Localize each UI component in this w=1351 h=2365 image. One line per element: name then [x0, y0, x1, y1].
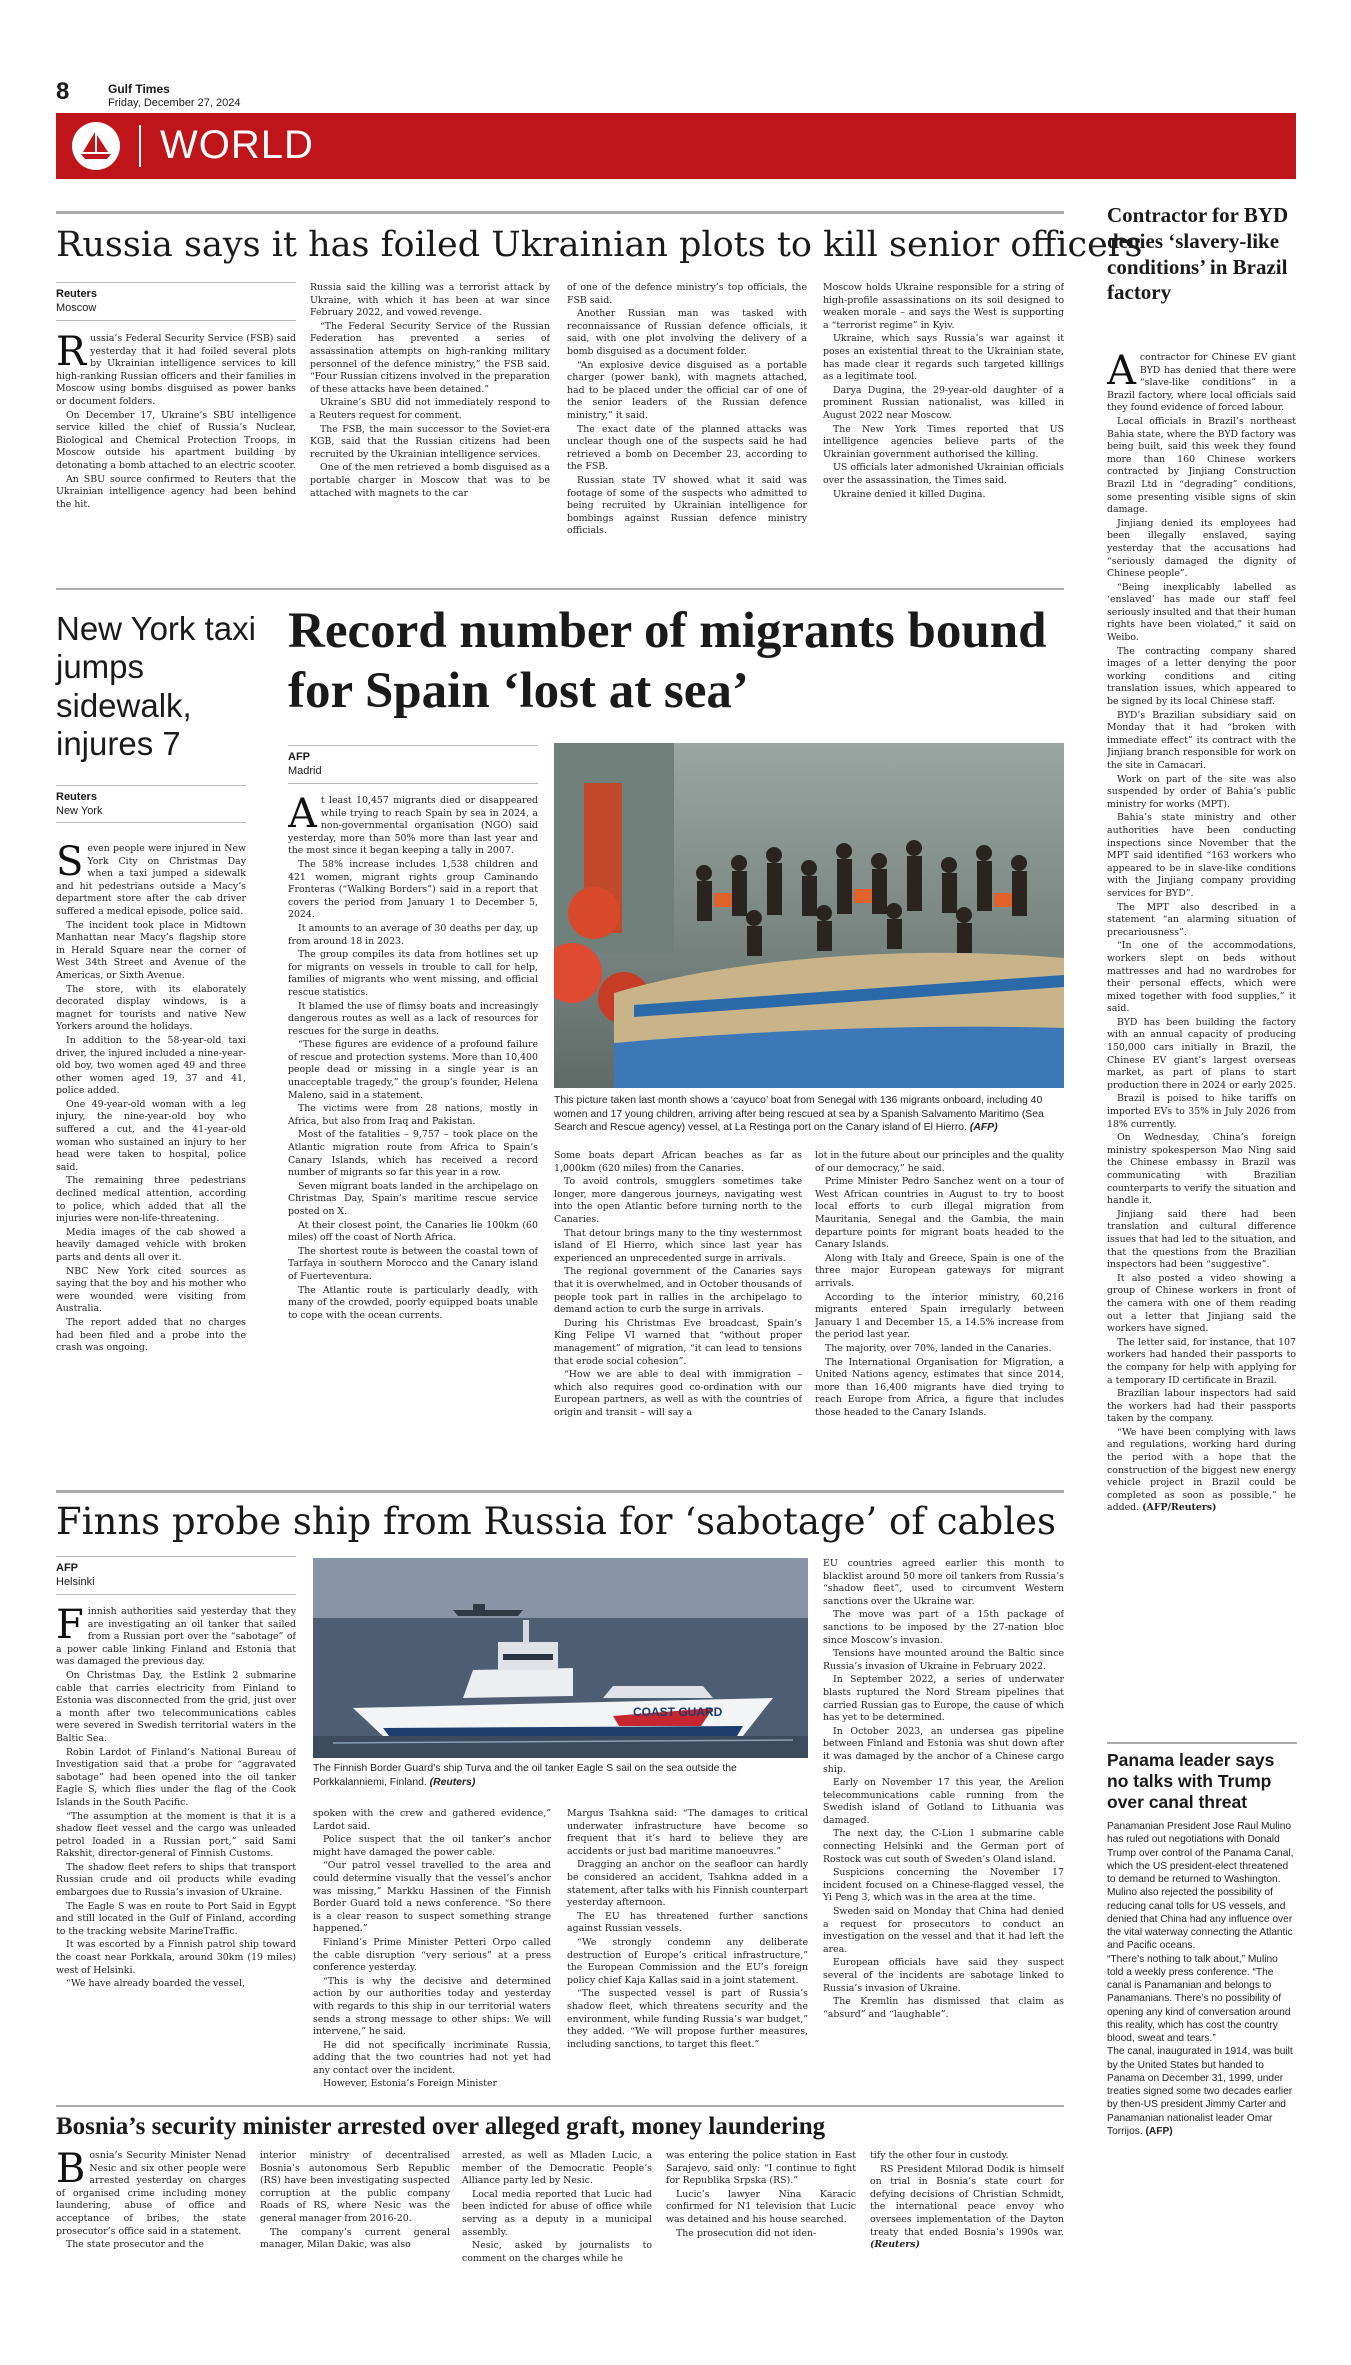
a7-col1 [56, 2150, 246, 2328]
a1-p13: Russian state TV showed what it said was footage of some of the suspects who admitted to being recruited by Ukrainian intelligence for bombings against Russian defence ministry officials. [567, 474, 807, 537]
a4-p22: According to the interior ministry, 60,216 migrants entered Spain irregularly between January 1 and December 15, a 14.5% increase from the period last year. [815, 1291, 1064, 1341]
a6-p1: Panamanian President Jose Raul Mulino has ruled out negotiations with Donald Trump over control of the Panama Canal, which the US president-elect threatened to demand be returned to Washington. [1107, 1821, 1294, 1885]
a4-dropcap: A [288, 795, 317, 837]
a4-agency: AFP [288, 751, 310, 763]
a4-p7: The victims were from 28 nations, mostly in Africa, but also from Iraq and Pakistan. [288, 1103, 538, 1127]
a7-p1: osnia’s Security Minister Nenad Nesic and six other people were arrested yesterday on charges of organised crime including money laundering, abuse of office and acceptance of bribes, the state prosecutor’s office said in a statement. [56, 2150, 246, 2237]
coast-guard-photo [313, 1558, 808, 1758]
a2-p5: The contracting company shared images of a letter denying the poor working conditions and citing translation issues, which appeared to be signed by its local Chinese staff. [1107, 645, 1296, 708]
a2-credit: (AFP/Reuters) [1142, 1502, 1217, 1514]
a1-col1 [56, 333, 296, 565]
a3-place: New York [56, 805, 103, 818]
a2-p1: contractor for Chinese EV giant BYD has denied that there were “slave-like conditions” in a Brazil factory, where local officials said they found evidence of forced labour. [1107, 352, 1296, 414]
a2-body [1107, 352, 1296, 1742]
paper-name: Gulf Times [108, 82, 170, 96]
a2-p2: Local officials in Brazil’s northeast Bahia state, where the BYD factory was being built, said this week they found more than 160 Chinese workers contracted by Jinjiang Construction Brazil Ltd in “degrading” conditions, some presenting visible signs of skin damage. [1107, 415, 1296, 516]
a5-p29: Sweden said on Monday that China had denied a request for prosecutors to conduct an investigation on the vessel and that it had left the area. [823, 1906, 1064, 1955]
a4-col1 [288, 795, 538, 1485]
a1-p16: Darya Dugina, the 29-year-old daughter of a prominent Russian nationalist, was killed in August 2022 near Moscow. [823, 384, 1064, 421]
a3-dropcap: S [56, 843, 84, 885]
a4-p4: The group compiles its data from hotlines set up for migrants on vessels in trouble to call for help, families of migrants who went missing, and official rescue statistics. [288, 949, 538, 998]
a5-p4: “The assumption at the moment is that it is a shadow fleet vessel and the cargo was unleaded petrol loaded in a Russian port,” said Sami Rakshit, director-general of Finnish Customs. [56, 1810, 296, 1860]
a3-p6: The remaining three pedestrians declined medical attention, according to police, which added that all the injuries were non-life-threatening. [56, 1175, 246, 1225]
a5-p21: EU countries agreed earlier this month to blacklist around 50 more oil tankers from Russia’s “shadow fleet”, used to circumvent Western sanctions over the Ukraine war. [823, 1558, 1064, 1607]
a1-agency: Reuters [56, 288, 97, 300]
a4-p19: lot in the future about our principles and the quality of our democracy,” he said. [815, 1150, 1064, 1174]
a1-p7: The FSB, the main successor to the Soviet-era KGB, said that the Russian citizens had been recruited by the Ukrainian intelligence services. [310, 423, 550, 460]
a4-p18: “How we are able to deal with immigration – which also requires good co-ordination with our European partners, as well as with the countries of origin and transit – will say a [554, 1369, 802, 1418]
a1-p9: of one of the defence ministry’s top officials, the FSB said. [567, 282, 807, 306]
a7-p7: Nesic, asked by journalists to comment on the charges while he [462, 2240, 652, 2264]
a4-p17: During his Christmas Eve broadcast, Spain’s King Felipe VI warned that “without proper management” of migration, “it can lead to tensions that erode social cohesion”. [554, 1317, 802, 1367]
a5-p11: “Our patrol vessel travelled to the area and could determine visually that the vessel’s anchor was missing,” Markku Hassinen of the Finnish Border Guard told a news conference. “So there is a clear reason to suspect something strange happened.” [313, 1860, 551, 1935]
a5-p28: Suspicions concerning the November 17 incident focused on a Chinese-flagged vessel, the Yi Peng 3, which was in the area at the time. [823, 1867, 1064, 1904]
a3-p7: Media images of the cab showed a heavily damaged vehicle with broken parts and dents all over it. [56, 1226, 246, 1263]
a2-headline: Contractor for BYD denies ‘slavery-like conditions’ in Brazil factory [1107, 203, 1289, 305]
a1-place: Moscow [56, 302, 97, 315]
a4-byline [288, 750, 322, 779]
a2-p17: Brazilian labour inspectors had said the workers had had their passports taken by the company. [1107, 1388, 1296, 1425]
a7-p5: arrested, as well as Mladen Lucic, a member of the Democratic People’s Alliance party led by Nesic. [462, 2150, 652, 2187]
a5-p9: spoken with the crew and gathered evidence,” Lardot said. [313, 1808, 551, 1832]
a2-p10: “In one of the accommodations, workers slept on beds without mattresses and had no wardrobes for their personal effects, which were mixed together with food supplies,” it said. [1107, 940, 1296, 1015]
a4-place: Madrid [288, 765, 322, 778]
a7-p4: The company’s current general manager, Milan Dakic, was also [260, 2226, 450, 2251]
a5-p27: The next day, the C-Lion 1 submarine cable connecting Helsinki and the German port of Rostock was cut south of Sweden’s Oland island. [823, 1828, 1064, 1865]
a2-p14: Jinjiang said there had been translation and cultural difference issues that had led to the situation, and that the questions from the Brazilian inspectors had been “suggestive”. [1107, 1208, 1296, 1271]
a6-p3: “There’s nothing to talk about,” Mulino told a weekly press conference. “The canal is Panamanian and belongs to Panamanians. There’s no possibility of opening any kind of conversation around this reality, which has cost the country blood, sweat and tears.” [1107, 1953, 1291, 2044]
a2-p3: Jinjiang denied its employees had been illegally enslaved, saying yesterday that the accusations had “seriously damaged the dignity of Chinese people”. [1107, 517, 1296, 580]
a5-p26: Early on November 17 this year, the Arelion telecommunications cable running from the Swedish island of Gotland to Lithuania was damaged. [823, 1777, 1064, 1826]
a1-dropcap: R [56, 333, 87, 375]
a3-p1: even people were injured in New York City on Christmas Day when a taxi jumped a sidewalk and hit pedestrians outside a Macy’s department store after the cab driver suffered a medical episode, police said. [56, 843, 246, 917]
a3-headline: New York taxi jumps sidewalk, injures 7 [56, 610, 256, 762]
a7-p9: Lucic’s lawyer Nina Karacic confirmed for N1 television that Lucic was detained and his house searched. [666, 2188, 856, 2225]
a2-p12: Brazil is poised to hike tariffs on imported EVs to 35% in July 2026 from 18% currently. [1107, 1093, 1296, 1130]
a2-p6: BYD’s Brazilian subsidiary said on Monday that it had “broken with immediate effect” its contract with the Jinjiang branch responsible for work on the site in Camacari. [1107, 709, 1296, 771]
a1-p4: Russia said the killing was a terrorist attack by Ukraine, with which it has been at war since February 2022, and vowed revenge. [310, 282, 550, 319]
a3-p5: One 49-year-old woman with a leg injury, the nine-year-old boy who suffered a cut, and the 41-year-old woman who sustained an injury to her head were taken to hospital, police said. [56, 1098, 246, 1173]
a6-p4: The canal, inaugurated in 1914, was built by the United States but handed to Panama on December 31, 1999, under treaties signed some two decades earlier by then-US president Jimmy Carter and Panamanian nationalist leader Omar Torrijos. [1107, 2046, 1293, 2137]
a3-byline [56, 790, 102, 819]
a4-p13: Some boats depart African beaches as far as 1,000km (620 miles) from the Canaries. [554, 1150, 802, 1174]
a7-p12: RS President Milorad Dodik is himself on trial in Bosnia’s state court for defying decisions of Christian Schmidt, the international peace envoy who oversees implementation of the Dayton treaty that ended Bosnia’s 1990s war. [870, 2163, 1064, 2238]
a7-col4 [666, 2150, 856, 2328]
a2-p11: BYD has been building the factory with an annual capacity of producing 150,000 cars initially in Brazil, the Chinese EV giant’s largest overseas market, as part of plans to start production there in 2024 or early 2025. [1107, 1016, 1296, 1091]
a5-col1 [56, 1606, 296, 2098]
a4-p16: The regional government of the Canaries says that it is overwhelmed, and in October thousands of people took part in rallies in the archipelago to demand action to curb the surge in arrivals. [554, 1266, 802, 1316]
a5-p7: It was escorted by a Finnish patrol ship toward the coast near Porkkala, around 30km (19 miles) west of Helsinki. [56, 1939, 296, 1976]
a7-p2: The state prosecutor and the [66, 2239, 204, 2251]
a7-col5 [870, 2150, 1064, 2328]
a3-p4: In addition to the 58-year-old taxi driver, the injured included a nine-year-old boy, two women aged 49 and three other women aged 19, 37 and 41, police added. [56, 1034, 246, 1097]
a2-p8: Bahia’s state ministry and other authorities have been conducting inspections since November that the MPT said identified “163 workers who appeared to be in slave-like conditions with the Jinjiang company providing services for BYD”. [1107, 812, 1296, 899]
a4-p10: At their closest point, the Canaries lie 100km (60 miles) off the coast of North Africa. [288, 1219, 538, 1244]
page-number: 8 [56, 78, 70, 105]
a7-p3: interior ministry of decentralised Bosnia’s autonomous Serb Republic (RS) have been investigating suspected corruption at the public company Roads of RS, where Nesic was the general manager from 2016-20. [260, 2150, 450, 2224]
section-banner [56, 113, 1296, 179]
a4-p3: It amounts to an average of 30 deaths per day, up from around 18 in 2023. [288, 922, 538, 947]
a4-p2: The 58% increase includes 1,538 children and 421 women, migrant rights group Caminando Fronteras (“Walking Borders”) said in a report that covers the period from January 1 to December 5, 2024. [288, 858, 538, 921]
a5-p1: innish authorities said yesterday that they are investigating an oil tanker that sailed from a Russian port over the “sabotage” of a power cable linking Finland and Estonia that was damaged the previous day. [56, 1606, 296, 1668]
a4-headline: Record number of migrants bound for Spain ‘lost at sea’ [288, 603, 1047, 719]
a4-p12: The Atlantic route is particularly deadly, with many of the crowded, poorly equipped boats unable to cope with the ocean currents. [288, 1284, 538, 1321]
a1-headline: Russia says it has foiled Ukrainian plots to kill senior officers [56, 225, 1143, 265]
a1-p18: US officials later admonished Ukrainian officials over the assassination, the Times said. [823, 462, 1064, 486]
a2-dropcap: A [1107, 352, 1136, 394]
a1-p17: The New York Times reported that US intelligence agencies believe parts of the Ukrainian government authorised the killing. [823, 423, 1064, 460]
a5-caption-credit: (Reuters) [429, 1776, 476, 1788]
a5-p8: “We have already boarded the vessel, [66, 1978, 245, 1990]
a7-headline: Bosnia’s security minister arrested over alleged graft, money laundering [56, 2113, 826, 2140]
a1-p8: One of the men retrieved a bomb disguised as a portable charger in Moscow that was to be attached with magnets to the car [310, 462, 550, 499]
a5-p22: The move was part of a 15th package of sanctions to be imposed by the 27-nation bloc since Moscow’s invasion. [823, 1609, 1064, 1646]
a1-p1: ussia’s Federal Security Service (FSB) said yesterday that it had foiled several plots by Ukrainian intelligence services to kill high-ranking Russian officers and their families in Moscow using bombs disguised as power banks or document folders. [56, 333, 296, 407]
a1-p15: Ukraine, which says Russia’s war against it poses an existential threat to the Ukrainian state, has made clear it regards such targeted killings as a legitimate tool. [823, 333, 1064, 383]
a7-p6: Local media reported that Lucic had been indicted for abuse of office while serving as a deputy in a municipal assembly. [462, 2188, 652, 2238]
a7-col3 [462, 2150, 652, 2328]
a5-p3: Robin Lardot of Finland’s National Bureau of Investigation said that a probe for “aggravated sabotage” had been opened into the oil tanker Eagle S, which flies under the flag of the Cook Islands in the South Pacific. [56, 1746, 296, 1808]
banner-divider [139, 125, 141, 167]
a1-p11: “An explosive device disguised as a portable charger (power bank), with magnets attached, had to be placed under the official car of one of the senior leaders of the Russian defence ministry,” it said. [567, 359, 807, 421]
a1-p12: The exact date of the planned attacks was unclear though one of the suspects said he had retrieved a bomb on December 23, according to the FSB. [567, 423, 807, 473]
migrant-boat-photo [554, 743, 1064, 1088]
a5-p18: The EU has threatened further sanctions against Russian vessels. [567, 1910, 808, 1935]
a4-caption-text: This picture taken last month shows a ‘cayuco’ boat from Senegal with 136 migrants onboard, including 40 women and 17 young children, arriving after being rescued at sea by a Spanish Salvamento Maritimo (Sea Search and Rescue agency) vessel, at La Restinga port on the Canary island of El Hierro. [554, 1095, 1044, 1134]
a7-credit: (Reuters) [870, 2239, 920, 2251]
a4-p23: The majority, over 70%, landed in the Canaries. [825, 1342, 1052, 1354]
a7-col2 [260, 2150, 450, 2328]
a3-p8: NBC New York cited sources as saying that the boy and his mother who were wounded were visiting from Australia. [56, 1265, 246, 1315]
a2-p4: “Being inexplicably labelled as ‘enslaved’ has made our staff feel seriously insulted and that their human rights have been violated,” it said on Weibo. [1107, 581, 1296, 644]
a5-p15: However, Estonia’s Foreign Minister [323, 2078, 498, 2090]
a5-p16: Margus Tsahkna said: “The damages to critical underwater infrastructure have become so frequent that it’s hard to believe they are accidents or just bad maritime manoeuvres.” [567, 1808, 808, 1857]
a4-p21: Along with Italy and Greece, Spain is one of the three major European gateways for migrant arrivals. [815, 1252, 1064, 1289]
a1-p6: Ukraine’s SBU did not immediately respond to a Reuters request for comment. [310, 397, 550, 421]
a1-p5: “The Federal Security Service of the Russian Federation has prevented a series of assassination attempts on high-ranking military personnel of the defence ministry,” the FSB said. “Four Russian citizens involved in the preparation of these attacks have been detained.” [310, 320, 550, 395]
a1-p14: Moscow holds Ukraine responsible for a string of high-profile assassinations on its soil designed to weaken morale – and says the West is supporting a “terrorist regime” in Kyiv. [823, 282, 1064, 331]
a2-p15: It also posted a video showing a group of Chinese workers in front of the camera with one of them reading out a letter that Jinjiang said the workers have signed. [1107, 1272, 1296, 1335]
a5-col2 [313, 1808, 551, 2098]
a5-place: Helsinki [56, 1576, 95, 1589]
a5-headline: Finns probe ship from Russia for ‘sabotage’ of cables [56, 1500, 1056, 1543]
a6-body [1107, 1820, 1297, 2280]
a2-p9: The MPT also described in a statement “an alarming situation of precariousness”. [1107, 901, 1296, 938]
a1-p10: Another Russian man was tasked with reconnaissance of Russian defence officials, it said, with one plot involving the delivery of a bomb disguised as a document folder. [567, 308, 807, 357]
a3-p2: The incident took place in Midtown Manhattan near Macy’s flagship store in Herald Square near the corner of West 34th Street and Avenue of the Americas, or Sixth Avenue. [56, 919, 246, 981]
a5-col4 [823, 1558, 1064, 2098]
a5-p23: Tensions have mounted around the Baltic since Russia’s invasion of Ukraine in February 2022. [823, 1648, 1064, 1672]
a5-p19: “We strongly condemn any deliberate destruction of Europe’s critical infrastructure,” the European Commission and the EU’s foreign policy chief Kaja Kallas said in a joint statement. [567, 1936, 808, 1986]
a5-p5: The shadow fleet refers to ships that transport Russian crude and oil products while evading embargoes due to Russia’s invasion of Ukraine. [56, 1861, 296, 1899]
a7-p8: was entering the police station in East Sarajevo, said only: “I continue to fight for Republika Srpska (RS).” [666, 2150, 856, 2187]
a5-p10: Police suspect that the oil tanker’s anchor might have damaged the power cable. [313, 1834, 551, 1858]
a5-p12: Finland’s Prime Minister Petteri Orpo called the cable disruption “very serious” at a press conference yesterday. [313, 1936, 551, 1974]
a4-p8: Most of the fatalities – 9,757 – took place on the Atlantic migration route from Africa to Spain’s Canary Islands, which has received a record number of migrants so far this year in a row. [288, 1129, 538, 1179]
dhow-icon [72, 122, 120, 170]
a3-body [56, 843, 246, 1483]
a5-p31: The Kremlin has dismissed that claim as “absurd” and “laughable”. [823, 1996, 1064, 2020]
a2-p16: The letter said, for instance, that 107 workers had handed their passports to the company for help with applying for a temporary ID certificate in Brazil. [1107, 1336, 1296, 1386]
a2-p13: On Wednesday, China’s foreign ministry spokesperson Mao Ning said the Chinese embassy in Brazil was communicating with Brazilian counterparts to verify the situation and handle it. [1107, 1132, 1296, 1207]
a4-col2 [554, 1150, 802, 1485]
a1-col2 [310, 282, 550, 565]
a4-p24: The International Organisation for Migration, a United Nations agency, estimates that since 2014, more than 16,400 migrants have died trying to reach Europe from Africa, a figure that includes those headed to the Canary Islands. [815, 1356, 1064, 1418]
a2-p7: Work on part of the site was also suspended by order of Bahia’s public ministry for works (MPT). [1107, 773, 1296, 810]
a5-p14: He did not specifically incriminate Russia, adding that the two countries had not yet had any contact over the incident. [313, 2039, 551, 2076]
a1-p3: An SBU source confirmed to Reuters that the Ukrainian intelligence agency had been behind the hit. [56, 473, 296, 510]
a4-p11: The shortest route is between the coastal town of Tarfaya in southern Morocco and the Canary island of Fuerteventura. [288, 1245, 538, 1282]
a6-p2: Mulino also rejected the possibility of reducing canal tolls for US vessels, and denied that China had any influence over the vital waterway connecting the Atlantic and Pacific oceans. [1107, 1887, 1293, 1952]
a6-credit: (AFP) [1145, 2125, 1173, 2137]
a7-dropcap: B [56, 2150, 86, 2192]
a4-col3 [815, 1150, 1064, 1485]
a5-byline [56, 1561, 95, 1590]
a1-col3 [567, 282, 807, 565]
a5-p2: On Christmas Day, the Estlink 2 submarine cable that carries electricity from Finland to Estonia was disconnected from the grid, just over a month after two telecommunications cables were severed in Swedish territorial waters in the Baltic Sea. [56, 1669, 296, 1744]
a5-p20: “The suspected vessel is part of Russia’s shadow fleet, which threatens security and the environment, while funding Russia’s war budget,” they added. “We will propose further measures, including sanctions, to target this fleet.” [567, 1988, 808, 2050]
logo-emblem [72, 122, 120, 170]
coast-guard-text: COAST GUARD [633, 1705, 723, 1719]
a4-p5: It blamed the use of flimsy boats and increasingly dangerous routes as well as a lack of resources for rescues for the surge in deaths. [288, 1000, 538, 1037]
a5-caption [313, 1762, 808, 1789]
issue-date: Friday, December 27, 2024 [108, 97, 241, 109]
a7-p11: tify the other four in custody. [870, 2150, 1009, 2161]
a4-p15: That detour brings many to the tiny westernmost island of El Hierro, which since last year has experienced an unprecedented surge in arrivals. [554, 1227, 802, 1264]
a2-p18: “We have been complying with laws and regulations, working hard during the period with a hope that the construction of the biggest new energy vehicle project in Brazil could be completed as soon as possible,” he added. [1107, 1426, 1296, 1514]
a4-p20: Prime Minister Pedro Sanchez went on a tour of West African countries in August to try to boost local efforts to curb illegal migration from Mauritania, Senegal and the Gambia, the main departure points for migrant boats headed to the Canary Islands. [815, 1176, 1064, 1251]
a5-p6: The Eagle S was en route to Port Said in Egypt and still located in the Gulf of Finland, according to the tracking website MarineTraffic. [56, 1900, 296, 1937]
a3-p9: The report added that no charges had been filed and a probe into the crash was ongoing. [56, 1316, 246, 1354]
a4-p1: t least 10,457 migrants died or disappeared while trying to reach Spain by sea in 2024, a non-governmental organisation (NGO) said yesterday, more than 50% more than last year and the most since it began keeping a tally in 2007. [288, 795, 538, 857]
a5-p25: In October 2023, an undersea gas pipeline between Finland and Estonia was shut down after it was damaged by the anchor of a Chinese cargo ship. [823, 1725, 1064, 1775]
a5-caption-text: The Finnish Border Guard’s ship Turva and the oil tanker Eagle S sail on the sea outside the Porkkalanniemi, Finland. [313, 1763, 737, 1788]
a7-p10: The prosecution did not iden- [676, 2227, 817, 2239]
a5-dropcap: F [56, 1606, 84, 1648]
a5-col3 [567, 1808, 808, 2098]
a5-p24: In September 2022, a series of underwater blasts ruptured the Nord Stream pipelines that carried Russian gas to Europe, the cause of which has yet to be determined. [823, 1674, 1064, 1724]
a4-p9: Seven migrant boats landed in the archipelago on Christmas Day, Spain’s maritime rescue service posted on X. [288, 1180, 538, 1217]
a1-p2: On December 17, Ukraine’s SBU intelligence service killed the chief of Russia’s Nuclear, Biological and Chemical Protection Troops, in Moscow outside his apartment building by detonating a bomb attached to an electric scooter. [56, 409, 296, 471]
a4-p6: “These figures are evidence of a profound failure of rescue and protection systems. More than 10,400 people dead or missing in a single year is an unacceptable tragedy,” the group’s founder, Helena Maleno, said in a statement. [288, 1039, 538, 1101]
a5-p17: Dragging an anchor on the seafloor can hardly be considered an accident, Tsahkna added in a statement, after talks with his Finnish counterpart yesterday afternoon. [567, 1859, 808, 1909]
section-title: WORLD [160, 123, 314, 167]
a4-caption-credit: (AFP) [969, 1122, 998, 1134]
a6-headline: Panama leader says no talks with Trump over canal threat [1107, 1750, 1275, 1812]
a1-col4 [823, 282, 1064, 565]
a1-byline [56, 287, 97, 316]
a3-p3: The store, with its elaborately decorated display windows, is a magnet for tourists and native New Yorkers around the holidays. [56, 983, 246, 1033]
a1-p19: Ukraine denied it killed Dugina. [833, 488, 986, 500]
a4-caption [554, 1094, 1064, 1135]
a5-p30: European officials have said they suspect several of the incidents are sabotage linked to Russia’s invasion of Ukraine. [823, 1957, 1064, 1994]
a5-p13: “This is why the decisive and determined action by our authorities today and yesterday with regards to this ship in our territorial waters sends a strong message to other ships: We will intervene,” he said. [313, 1975, 551, 2038]
a3-agency: Reuters [56, 791, 97, 803]
a5-agency: AFP [56, 1562, 78, 1574]
a4-p14: To avoid controls, smugglers sometimes take longer, more dangerous journeys, navigating west into the open Atlantic before turning north to the Canaries. [554, 1176, 802, 1225]
